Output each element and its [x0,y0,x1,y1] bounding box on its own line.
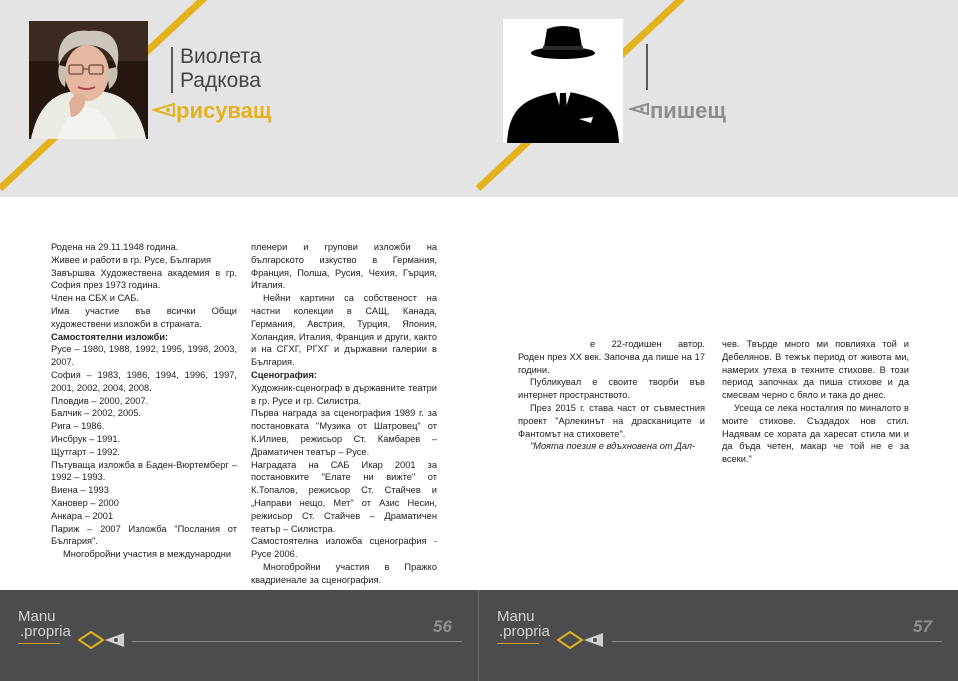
name-divider-right [646,44,648,90]
bio-line: Има участие във всички Общи художествени изложби в страната. [51,305,237,329]
bio-line: Русе – 1980, 1988, 1992, 1995, 1998, 2003, 2007. [51,344,237,368]
page-number-right: 57 [913,617,932,636]
author-first-name: Виолета [180,45,262,68]
footer-band [0,590,958,681]
bio-line: Пътуваща изложба в Баден-Вюртемберг – 1992 – 1993. [51,459,237,483]
logo-underline [497,643,539,644]
manu-propria-logo-right [497,609,617,649]
footer-rule-left [132,641,462,642]
bio-line: Наградата на САБ Икар 2001 за постановките "Елате ни вижте" от К.Топалов, режисьор Ст. Стайчев и „Направи нещо, Мет" от Азис Несин, режисьор Ст. Стайчев – Драматичен театър – Силистра. [251,459,437,534]
bio-line: През 2015 г. става част от съвместния проект "Арлекинът на драсканиците и Фантомът на стиховете". [518,402,705,439]
footer-rule-right [612,641,942,642]
role-label-writing: пишещ [650,98,726,123]
bio-line: Рига – 1986. [51,421,105,432]
logo-text-manu: Manu [497,608,535,625]
logo-underline [18,643,60,644]
bio-line: Многобройни участия в Пражко квадриенале за сценография. [251,561,437,585]
name-divider-left [171,47,173,93]
author-last-name: Радкова [180,69,261,92]
left-bio-column-1 [51,241,237,561]
manu-propria-logo-left [18,609,138,649]
bio-line: Хановер – 2000 [51,497,119,508]
bio-line: Член на СБХ и САБ. [51,293,139,304]
bio-line: Анкара – 2001 [51,510,114,521]
bio-line: Пловдив – 2000, 2007. [51,395,149,406]
section-heading-solo-exhibitions: Самостоятелни изложби: [51,331,169,342]
bio-line: Самостоятелна изложба сценография - Русе 2006. [251,536,437,560]
bio-line: Многобройни участия в международни [63,549,232,560]
logo-text-propria: .propria [499,623,550,640]
pen-nib-logo-icon [78,631,126,649]
bio-line: е 22-годишен автор. Роден през XX век. Започва да пише на 17 години. [518,339,705,375]
bio-line: Родена на 29.11.1948 година. [51,242,179,252]
bio-line: Живее и работи в гр. Русе, България [51,254,212,265]
bio-line: пленери и групови изложби на българското изкуство в Германия, Франция, Полша, Русия, Чехия, Гърция, Италия. [251,242,437,291]
bio-line: Завършва Художествена академия в гр. София през 1973 година. [51,267,237,291]
role-label-drawing: рисуващ [176,98,272,123]
author-portrait-photo [29,21,148,139]
page-gutter-divider [478,590,479,681]
bio-line: София – 1983, 1986, 1994, 1996, 1997, 2001, 2002, 2004, 2008. [51,369,237,393]
quote-line: чев. Твърде много ми повлияха той и Дебелянов. В тежък период от живота ми, намерих утеха в техните стихове. В този период започнах да пиша стихове и да смесвам черно с бяло и така до днес. [722,339,909,401]
bio-line: Публикувал е своите творби във интернет пространството. [518,377,705,401]
bio-line: Инсбрук – 1991. [51,433,121,444]
quote-line: Усеща се лека носталгия по миналото в моите стихове. Създадох нов стил. Надявам се хората да харесат стила ми и да бъда четен, макар че той не е за всеки." [722,402,909,465]
logo-text-propria: .propria [20,623,71,640]
anonymous-author-silhouette [503,19,623,143]
quote-line: "Моята поезия е вдъхновена от Дал- [530,441,696,452]
pen-nib-logo-icon [557,631,605,649]
right-bio-column-1 [518,338,705,453]
bio-line: Първа награда за сценография 1989 г. за постановката "Музика от Шатровец" от К.Илиев, режисьор Ст. Камбарев – Драматичен театър – Русе. [251,408,437,457]
bio-line: Щутгарт – 1992. [51,446,121,457]
bio-line: Виена – 1993 [51,485,109,496]
pen-nib-arrow-icon-right [629,103,649,115]
section-heading-scenography: Сценография: [251,369,317,380]
bio-line: Париж – 2007 Изложба "Послания от България". [51,523,237,547]
page-number-left: 56 [433,617,452,636]
pen-nib-arrow-icon [152,103,176,117]
logo-text-manu: Manu [18,608,56,625]
bio-line: Балчик – 2002, 2005. [51,408,142,419]
left-bio-column-2 [251,241,437,587]
right-bio-column-2 [722,338,909,466]
bio-line: Нейни картини са собственост на частни колекции в САЩ, Канада, Германия, Австрия, Турция, Япония, Холандия, Италия, Франция и други, както и на СГХГ, РГХГ и държавни галерии в България. [251,293,437,368]
bio-line: Художник-сценограф в държавните театри в гр. Русе и гр. Силистра. [251,382,437,406]
